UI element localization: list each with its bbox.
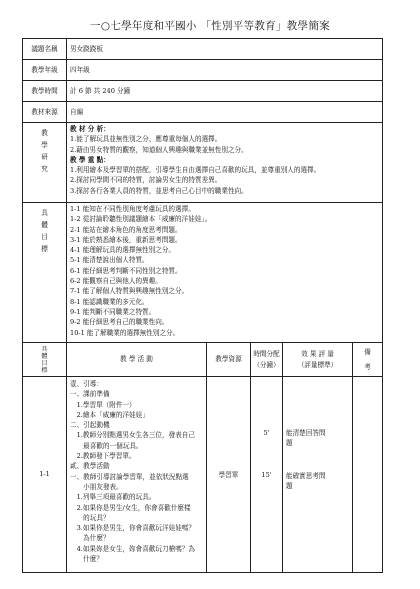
- time-label: 教學時間: [23, 81, 67, 102]
- research-row: [23, 123, 383, 203]
- grade-label: 教學年級: [23, 60, 67, 81]
- activity-time: [251, 377, 283, 573]
- page-title: 一○七學年度和平國小 「性別平等教育」教學簡案: [90, 20, 330, 32]
- lesson-plan-table: [22, 38, 383, 573]
- info-row-source: [23, 102, 383, 123]
- info-row-grade: [23, 60, 383, 81]
- topic-value: 男女跷跷板: [67, 39, 383, 60]
- activity-row: [23, 377, 383, 573]
- info-row-time: [23, 81, 383, 102]
- resource-header: 教學資源: [207, 343, 251, 377]
- objectives-row: [23, 203, 383, 343]
- time-header: 時間分配 （分鐘）: [251, 343, 283, 377]
- objectives-content: 1-1 能知在不同性別角度考慮玩具的選擇。 1-2 從討論聆聽性別議題繪本「威廉的洋娃娃」。 2-1 能站在繪本角色的角度思考問題。 3-1 能於熟悉繪本後，重新思考問題。 4-1 能理解玩具的選擇無性別之分。 5-1 能清楚說出個人特質。 6-1 能仔細思考判斷不同性別之特質。 6-2 能觀察自己與他人的異趣。 7-1 能了解個人特質與興趣無性別之分。 8-1 能認識職業的多元化。 9-1 能判斷不同職業之特質。 9-2 能仔細思考自己的職業性向。 10-1 能了解職業的選擇無性別之分。: [67, 203, 383, 343]
- info-row-topic: [23, 39, 383, 60]
- time-discussion: 15': [261, 471, 272, 480]
- grade-value: 四年級: [67, 60, 383, 81]
- activity-resource: 學習單: [207, 377, 251, 573]
- activity-header: 教 學 活 動: [67, 343, 207, 377]
- activity-header-row: [23, 343, 383, 377]
- activity-remark: [353, 377, 383, 573]
- time-value: 計 6 節 共 240 分鐘: [67, 81, 383, 102]
- objective-code-header: 具 體 目 標: [23, 343, 67, 377]
- source-label: 教材來源: [23, 102, 67, 123]
- evaluation-header: 效 果 評 量 （評量標準）: [283, 343, 353, 377]
- topic-label: 議題名稱: [23, 39, 67, 60]
- objective-code: 1-1: [23, 377, 67, 573]
- objectives-label: 具 體 目 標: [23, 203, 67, 343]
- source-value: 自編: [67, 102, 383, 123]
- time-intro: 5': [263, 429, 270, 437]
- research-content: 教 材 分 析： 1.能了解玩具並無性別之分，應尊重每個人的選擇。 2.藉由男女特質的觀察，知道個人興趣與職業並無性別之分。 教 學 重 點： 1.利用繪本及學習單的搭配，引導學生自由選擇自己喜歡的玩具，並尊重別人的選擇。 2.探討同學間不同的特質，討論男女生的特質差異。 3.探討各行各業人員的特質，並思考自己心目中的職業性向。: [67, 123, 383, 203]
- research-label: 教 學 研 究: [23, 123, 67, 203]
- activity-content: 壹、引導： 一、課前準備 1.學習單（附件一） 2.繪本「威廉的洋娃娃」 二、引起動機 1.教師分別點選男女生各三位，發表自己 最喜歡的一個玩具。 2.教師發下學習單。 貳、教學活動 一、教師引導討論學習單，並依狀況點選 小朋友發表。 1.列舉三項最喜歡的玩具。 2.如果你是男生/女生，你會喜歡什麼樣 的玩具？ 3.如果你是男生，你會喜歡玩洋娃娃嗎？ 為什麼？ 4.如果妳是女生，妳會喜歡玩刀槍嗎？為 什麼？: [67, 377, 207, 573]
- activity-evaluation: 能清楚回答問 題 能確實思考問 題: [283, 377, 353, 573]
- remark-header: 備 考: [353, 343, 383, 377]
